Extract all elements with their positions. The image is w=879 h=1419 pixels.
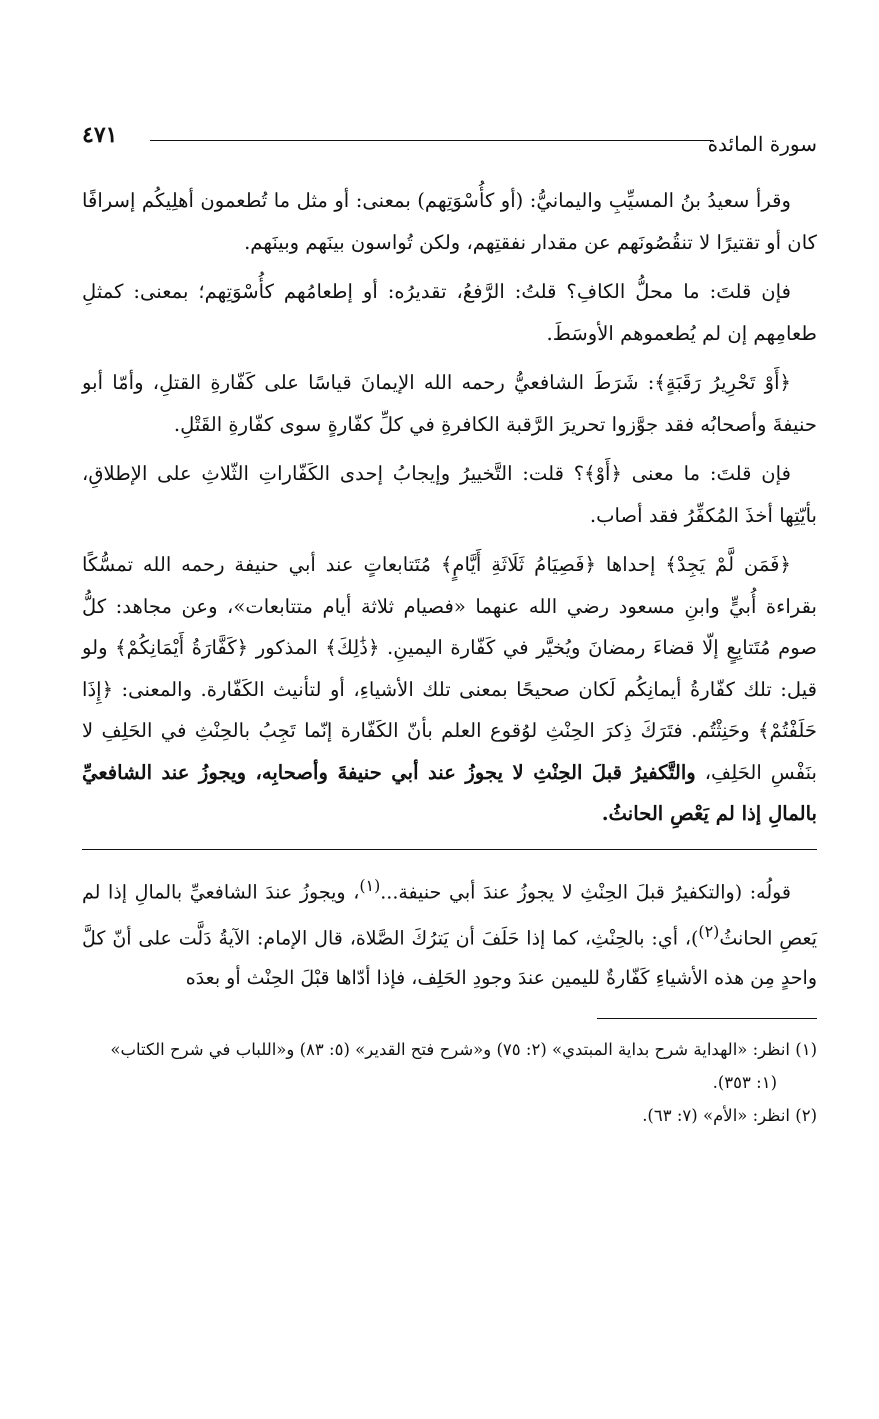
running-title: سورة المائدة xyxy=(707,132,817,156)
page xyxy=(82,118,817,1132)
commentary-paragraph xyxy=(82,866,817,999)
footnote-rule xyxy=(597,1018,817,1019)
paragraph-5 xyxy=(82,544,817,835)
main-text xyxy=(82,180,817,835)
header-rule xyxy=(150,140,713,141)
paragraph-2: فإن قلتَ: ما محلُّ الكافِ؟ قلتُ: الرَّفعُ، تقديرُه: أو إطعامُهم كأُسْوَتِهم؛ بمعنى: كمثلِ طعامِهم إن لم يُطعموهم الأوسَطَ. xyxy=(82,280,817,345)
paragraph-1: وقرأ سعيدُ بنُ المسيِّبِ واليمانيُّ: (أو كأُسْوَتِهم) بمعنى: أو مثل ما تُطعمون أهلِيكُم إسرافًا كان أو تقتيرًا لا تنقُصُونَهم عن مقدار نفقتِهم، ولكن تُواسون بينَهم وبينَهم. xyxy=(82,189,817,254)
page-header xyxy=(82,118,817,162)
paragraph-4: فإن قلتَ: ما معنى ﴿أَوْ﴾؟ قلت: التَّخييرُ وإيجابُ إحدى الكَفّاراتِ الثّلاثِ على الإطلاقِ، بأيّتِها أخذَ المُكفِّرُ فقد أصاب. xyxy=(82,462,817,527)
commentary-mid: ، ويجوزُ عندَ الشافعيِّ بالمالِ إذا لم يَعصِ الحانثُ xyxy=(82,880,817,950)
paragraph-5-bold: والتَّكفيرُ قبلَ الحِنْثِ لا يجوزُ عند أبي حنيفةَ وأصحابِه، ويجوزُ عند الشافعيِّ بالمالِ إذا لم يَعْصِ الحانثُ. xyxy=(82,760,817,825)
footnotes xyxy=(82,1033,817,1132)
footnote-ref-2[interactable]: (٢) xyxy=(698,921,720,941)
commentary xyxy=(82,866,817,999)
paragraph-5-text: ﴿فَمَن لَّمْ يَجِدْ﴾ إحداها ﴿فَصِيَامُ ثَلَاثَةِ أَيَّامٍ﴾ مُتَتابعاتٍ عند أبي حنيفة رحمه الله تمسُّكًا بقراءة أُبيٍّ وابنِ مسعود رضي الله عنهما «فصيام ثلاثة أيام متتابعات»، وعن مجاهد: كلُّ صوم مُتَتابِعٍ إلّا قضاءَ رمضانَ ويُخيَّر في كَفّارة اليمينِ. ﴿ذَٰلِكَ﴾ المذكور ﴿كَفَّارَةُ أَيْمَانِكُمْ﴾ ولو قيل: تلك كفّارةُ أيمانِكُم لَكان صحيحًا بمعنى تلك الأشياءِ، أو لتأنيث الكَفّارة. والمعنى: ﴿إِذَا حَلَفْتُمْ﴾ وحَنِثْتُم. فتَرَكَ ذِكرَ الحِنْثِ لوُقوع العلم بأنّ الكَفّارة إنّما تَجِبُ بالحِنْثِ في الحَلِفِ لا بنَفْسِ الحَلِفِ، xyxy=(82,553,817,784)
footnote-1-continued: (١: ٣٥٣). xyxy=(712,1073,777,1093)
page-number: ٤٧١ xyxy=(82,122,118,148)
commentary-rest: )، أي: بالحِنْثِ، كما إذا حَلَفَ أن يَترُكَ الصَّلاة، قال الإمام: الآيةُ دَلَّت على أنّ كلَّ واحدٍ مِن هذه الأشياءِ كَفّارةٌ لليمين عندَ وجودِ الحَلِف، فإذا أدّاها قبْلَ الحِنْث أو بعدَه xyxy=(82,927,817,990)
paragraph-3: ﴿أَوْ تَحْرِيرُ رَقَبَةٍ﴾: شَرَطَ الشافعيُّ رحمه الله الإيمانَ قياسًا على كَفّارةِ القتلِ، وأمّا أبو حنيفةَ وأصحابُه فقد جوَّزوا تحريرَ الرَّقبة الكافرةِ في كلِّ كفّارةٍ سوى كفّارةِ القَتْلِ. xyxy=(82,371,817,436)
footnote-1: (١) انظر: «الهداية شرح بداية المبتدي» (٢: ٧٥) و«شرح فتح القدير» (٥: ٨٣) و«اللباب في شرح الكتاب» xyxy=(110,1040,817,1060)
commentary-divider xyxy=(82,849,817,850)
footnote-2: (٢) انظر: «الأم» (٧: ٦٣). xyxy=(642,1106,817,1126)
commentary-lead: قولُه: (والتكفيرُ قبلَ الحِنْثِ لا يجوزُ عندَ أبي حنيفة... xyxy=(380,880,792,903)
footnote-ref-1[interactable]: (١) xyxy=(359,875,381,895)
